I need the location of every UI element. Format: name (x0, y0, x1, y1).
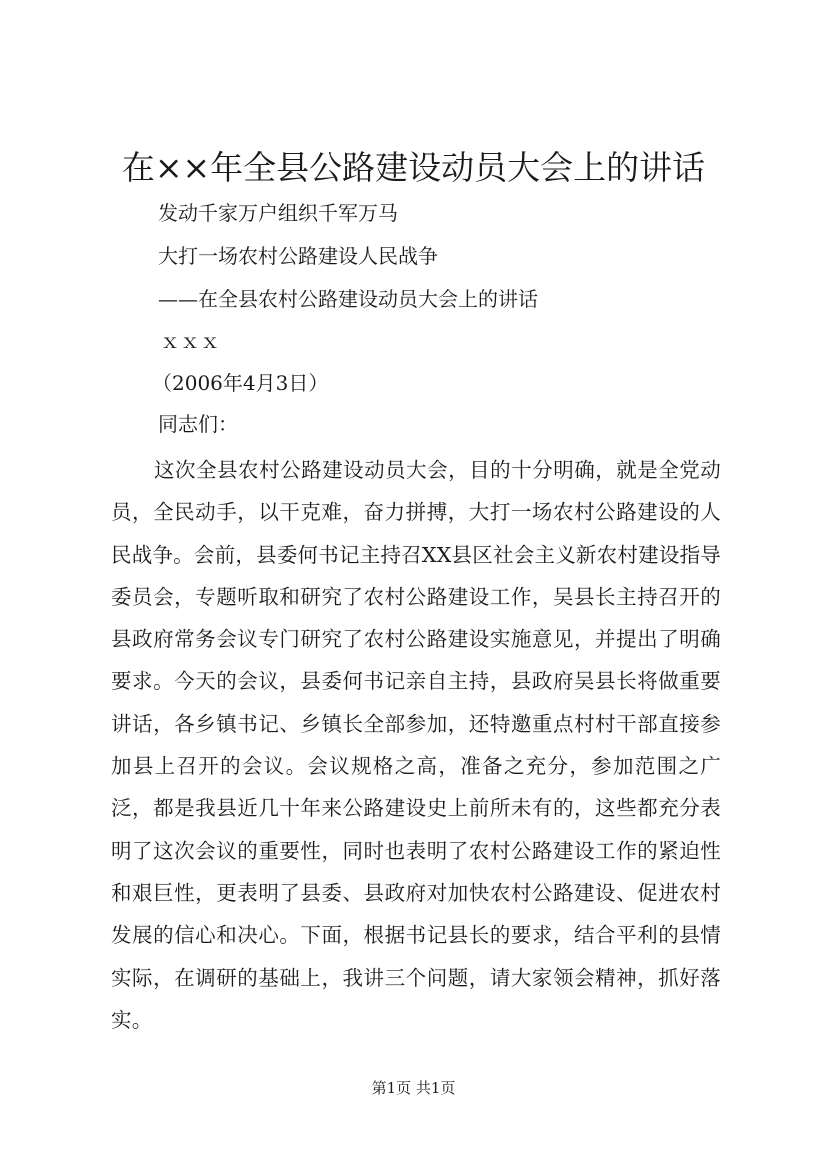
document-title: 在××年全县公路建设动员大会上的讲话 (121, 148, 706, 187)
speech-date: （2006年4月3日） (152, 371, 329, 395)
body-paragraph: 这次全县农村公路建设动员大会，目的十分明确，就是全党动员，全民动手，以干克难，奋力拼搏，大打一场农村公路建设的人民战争。会前，县委何书记主持召XX县区社会主义新农村建设指导委员会，专题听取和研究了农村公路建设工作，吴县长主持召开的县政府常务会议专门研究了农村公路建设实施意见，并提出了明确要求。今天的会议，县委何书记亲自主持，县政府吴县长将做重要讲话，各乡镇书记、乡镇长全部参加，还特邀重点村村干部直接参加县上召开的会议。会议规格之高，准备之充分，参加范围之广泛，都是我县近几十年来公路建设史上前所未有的，这些都充分表明了这次会议的重要性，同时也表明了农村公路建设工作的紧迫性和艰巨性，更表明了县委、县政府对加快农村公路建设、促进农村发展的信心和决心。下面，根据书记县长的要求，结合平利的县情实际，在调研的基础上，我讲三个问题，请大家领会精神，抓好落实。 (111, 458, 721, 1032)
subtitle-line-2: 大打一场农村公路建设人民战争 (158, 244, 438, 268)
author: ｘｘｘ (160, 329, 220, 353)
subtitle-line-1: 发动千家万户组织千军万马 (158, 201, 398, 225)
subtitle-line-3: ——在全县农村公路建设动员大会上的讲话 (158, 287, 538, 311)
salutation: 同志们： (158, 412, 238, 436)
page-footer: 第1页 共1页 (371, 1079, 456, 1097)
